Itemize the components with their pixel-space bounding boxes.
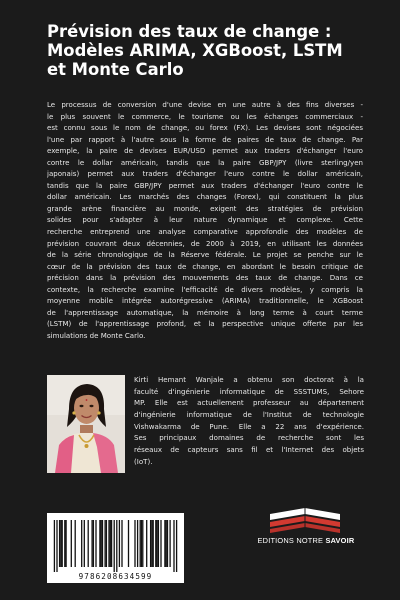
barcode-bar bbox=[150, 520, 151, 567]
barcode bbox=[47, 513, 184, 583]
description-line: le plus souvent le commerce, le tourisme ou les échanges commerciaux - bbox=[47, 111, 363, 121]
barcode-digits: 9786208634599 bbox=[78, 572, 153, 581]
barcode-bar bbox=[158, 520, 159, 567]
description-line: Le processus de conversion d'une devise en une autre à des fins diverses - bbox=[47, 100, 363, 109]
barcode-bar bbox=[164, 520, 165, 567]
description-line: est connu sous le nom de change, ou forex (FX). Les devises sont négociées bbox=[47, 123, 363, 133]
barcode-bar bbox=[121, 520, 122, 567]
title-line: Modèles ARIMA, XGBoost, LSTM bbox=[47, 41, 343, 60]
title-line: et Monte Carlo bbox=[47, 60, 184, 79]
bio-line: Vishwakarma de Pune. Elle a 22 ans d'expérience. bbox=[134, 421, 364, 431]
barcode-bar bbox=[116, 520, 117, 572]
description-line: exemple, la paire de devises EUR/USD permet aux traders d'échanger l'euro bbox=[47, 146, 363, 156]
barcode-bar bbox=[95, 520, 96, 567]
barcode-bar bbox=[176, 520, 177, 572]
description-line: de la série chronologique de la Réserve fédérale. Le projet se penche sur le bbox=[47, 250, 363, 260]
barcode-bar bbox=[104, 520, 105, 567]
barcode-bar bbox=[134, 520, 135, 567]
description-line: de l'apprentissage automatique, la mémoire à long terme à court terme bbox=[47, 307, 363, 317]
description-line: prévision couvrant deux décennies, de 2000 à 2019, en utilisant les données bbox=[47, 238, 363, 248]
bio-line: d'ingénierie informatique de l'Institut de technologie bbox=[134, 410, 364, 420]
barcode-bar bbox=[153, 520, 154, 567]
title-line: Prévision des taux de change : bbox=[47, 22, 332, 41]
barcode-bar bbox=[111, 520, 112, 567]
barcode-bar bbox=[167, 520, 168, 567]
bio-line: (IoT). bbox=[134, 456, 153, 466]
bio-line: Kirti Hemant Wanjale a obtenu son doctorat à la bbox=[134, 375, 364, 384]
barcode-bar bbox=[75, 520, 76, 567]
description-line: (LSTM) de l'apprentissage profond, et la perspective unique offerte par les bbox=[47, 319, 363, 329]
barcode-bar bbox=[62, 520, 63, 567]
barcode-bar bbox=[91, 520, 92, 567]
barcode-bar bbox=[173, 520, 174, 572]
barcode-bar bbox=[119, 520, 120, 567]
barcode-bar bbox=[106, 520, 107, 567]
barcode-bar bbox=[140, 520, 141, 567]
barcode-bar bbox=[101, 520, 102, 567]
description-line: moyenne mobile intégrée autorégressive (ARIMA) traditionnelle, le XGBoost bbox=[47, 296, 363, 306]
barcode-bar bbox=[151, 520, 152, 567]
bio-line: Ses principaux domaines de recherche sont les bbox=[134, 433, 364, 443]
barcode-bar bbox=[160, 520, 161, 567]
bio-line: réseaux de capteurs sans fil et l'Internet des objets bbox=[134, 445, 364, 455]
barcode-bar bbox=[99, 520, 100, 567]
description-line: simulations de Monte Carlo. bbox=[47, 330, 146, 340]
book-title bbox=[47, 22, 387, 79]
barcode-bar bbox=[137, 520, 138, 567]
description-line: cœur de la prévision des taux de change, en abordant le besoin critique de bbox=[47, 261, 363, 271]
description-line: contexte, la recherche examine l'efficacité de divers modèles, y compris la bbox=[47, 284, 363, 294]
barcode-bar bbox=[128, 520, 129, 567]
barcode-bar bbox=[146, 520, 147, 567]
barcode-bar bbox=[81, 520, 82, 567]
barcode-bar bbox=[71, 520, 72, 567]
barcode-bar bbox=[142, 520, 143, 567]
author-portrait-illustration bbox=[47, 375, 125, 473]
book-description bbox=[47, 99, 363, 341]
barcode-bar bbox=[155, 520, 156, 567]
barcode-bar bbox=[102, 520, 103, 567]
barcode-bars bbox=[47, 513, 184, 573]
barcode-bar bbox=[54, 520, 55, 572]
description-line: l'une par rapport à l'autre sous la forme de paires de taux de change. Par bbox=[47, 134, 363, 144]
description-line: recherche entreprend une analyse comparative approfondie des modèles de bbox=[47, 227, 363, 237]
barcode-bar bbox=[59, 520, 60, 567]
description-line: solides pour s'adapter à leur nature dynamique et complexe. Cette bbox=[47, 215, 363, 225]
barcode-bar bbox=[141, 520, 142, 567]
publisher-prefix: EDITIONS bbox=[257, 536, 297, 545]
barcode-bar bbox=[108, 520, 109, 567]
barcode-bar bbox=[88, 520, 89, 567]
publisher-name bbox=[248, 536, 364, 545]
publisher-name-b: SAVOIR bbox=[325, 536, 355, 545]
publisher-name-a: NOTRE bbox=[296, 536, 326, 545]
description-line: grande arène financière au monde, exigent des stratégies de prévision bbox=[47, 203, 363, 213]
barcode-bar bbox=[110, 520, 111, 567]
description-line: tandis que la paire GBP/JPY permet aux traders d'échanger l'euro contre le bbox=[47, 180, 363, 190]
barcode-bar bbox=[114, 520, 115, 572]
author-photo bbox=[47, 375, 125, 473]
barcode-bar bbox=[169, 520, 170, 567]
barcode-bar bbox=[56, 520, 57, 572]
description-line: dollar américain. Les marchés des changes (Forex), qui constituent la plus bbox=[47, 192, 363, 202]
barcode-bar bbox=[84, 520, 85, 567]
publisher-book-logo-icon bbox=[245, 500, 365, 560]
description-line: japonais) permet aux traders d'échanger l'euro contre le dollar américain, bbox=[47, 169, 363, 179]
barcode-bar bbox=[65, 520, 66, 567]
bio-line: MP. Elle est actuellement professeur au département bbox=[134, 398, 364, 408]
description-line: précision dans la prévision des mouvements des taux de change. Dans ce bbox=[47, 273, 363, 283]
author-bio bbox=[134, 374, 364, 468]
description-line: contre le dollar américain, tandis que la paire GBP/JPY (livre sterling/yen bbox=[47, 157, 363, 167]
barcode-bar bbox=[156, 520, 157, 567]
barcode-bar bbox=[64, 520, 65, 567]
barcode-bar bbox=[60, 520, 61, 567]
bio-line: faculté d'ingénierie informatique de SSSTUMS, Sehore bbox=[134, 386, 364, 396]
barcode-bar bbox=[166, 520, 167, 567]
barcode-bar bbox=[93, 520, 94, 567]
